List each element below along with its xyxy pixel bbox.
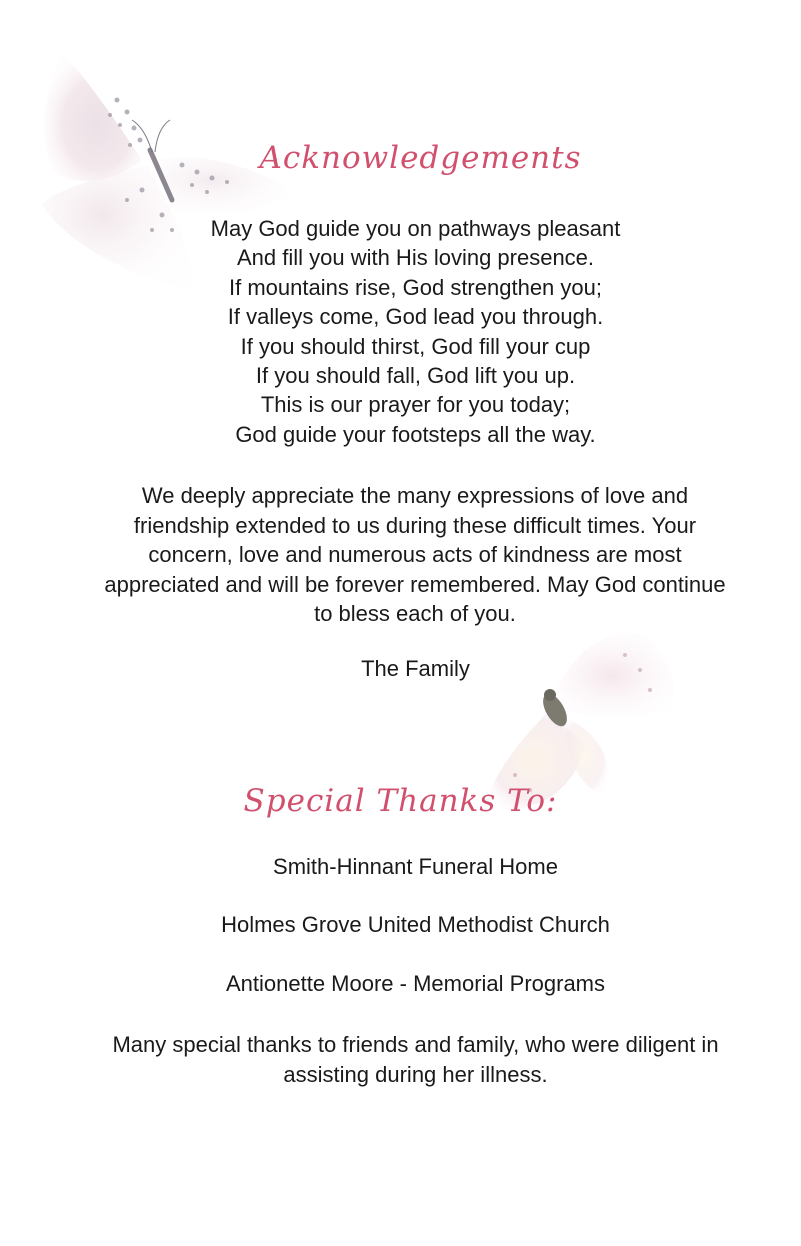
acknowledgements-title: Acknowledgements (259, 140, 582, 176)
poem-line: If you should fall, God lift you up. (255, 363, 576, 389)
poem (0, 214, 801, 449)
poem-line: God guide your footsteps all the way. (235, 421, 596, 447)
family-signature: The Family (361, 656, 470, 681)
appreciation-line: friendship extended to us during these difficult times. Your (133, 512, 697, 538)
closing-thanks-paragraph (30, 1030, 801, 1089)
poem-line: If you should thirst, God fill your cup (240, 333, 591, 359)
appreciation-line: to bless each of you. (314, 601, 516, 626)
poem-line: May God guide you on pathways pleasant (210, 216, 621, 241)
poem-line: And fill you with His loving presence. (236, 245, 595, 271)
poem-line: This is our prayer for you today; (260, 392, 571, 418)
closing-line: Many special thanks to friends and family, who were diligent in (112, 1032, 719, 1057)
closing-line: assisting during her illness. (283, 1061, 548, 1087)
thanks-item: Antionette Moore - Memorial Programs (225, 971, 606, 996)
thanks-item: Smith-Hinnant Funeral Home (273, 854, 558, 879)
appreciation-paragraph (45, 481, 785, 629)
poem-line: If mountains rise, God strengthen you; (229, 274, 602, 300)
thanks-item: Holmes Grove United Methodist Church (221, 912, 610, 937)
appreciation-line: concern, love and numerous acts of kindness are most (148, 542, 682, 567)
poem-line: If valleys come, God lead you through. (227, 304, 604, 330)
appreciation-line: appreciated and will be forever remembered. May God continue (104, 571, 726, 597)
special-thanks-title: Special Thanks To: (243, 783, 558, 819)
appreciation-line: We deeply appreciate the many expressions of love and (141, 483, 689, 508)
